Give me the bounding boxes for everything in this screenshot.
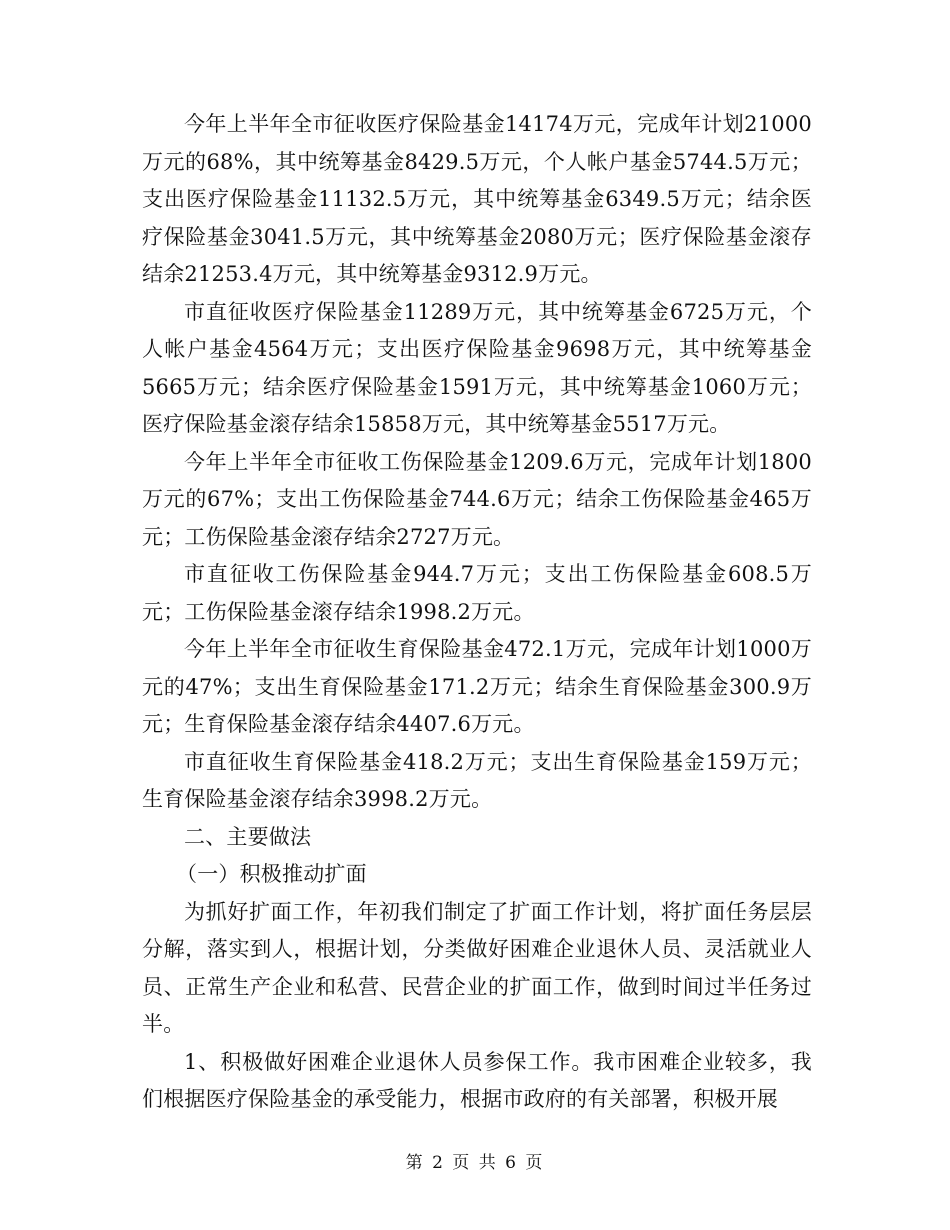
paragraph: 市直征收医疗保险基金11289万元，其中统筹基金6725万元，个人帐户基金4564万元；支出医疗保险基金9698万元，其中统筹基金5665万元；结余医疗保险基金1591万元，其中统筹基金1060万元；医疗保险基金滚存结余15858万元，其中统筹基金5517万元。 [142,299,812,436]
section-heading: 二、主要做法 [184,824,312,849]
paragraph: 市直征收生育保险基金418.2万元；支出生育保险基金159万元；生育保险基金滚存结余3998.2万元。 [142,749,812,811]
paragraph: 市直征收工伤保险基金944.7万元；支出工伤保险基金608.5万元；工伤保险基金滚存结余1998.2万元。 [142,562,812,624]
document-body [142,106,812,1119]
paragraph: 1、积极做好困难企业退休人员参保工作。我市困难企业较多，我们根据医疗保险基金的承受能力，根据市政府的有关部署，积极开展 [142,1049,812,1111]
paragraph: 今年上半年全市征收工伤保险基金1209.6万元，完成年计划1800万元的67%；支出工伤保险基金744.6万元；结余工伤保险基金465万元；工伤保险基金滚存结余2727万元。 [142,449,812,549]
page-number-footer: 第 2 页 共 6 页 [405,1153,545,1173]
paragraph: 今年上半年全市征收生育保险基金472.1万元，完成年计划1000万元的47%；支出生育保险基金171.2万元；结余生育保险基金300.9万元；生育保险基金滚存结余4407.6万元。 [142,637,812,736]
paragraph: 今年上半年全市征收医疗保险基金14174万元，完成年计划21000万元的68%，其中统筹基金8429.5万元，个人帐户基金5744.5万元；支出医疗保险基金11132.5万元，其中统筹基金6349.5万元；结余医疗保险基金3041.5万元，其中统筹基金2080万元；医疗保险基金滚存结余21253.4万元，其中统筹基金9312.9万元。 [142,112,812,286]
paragraph: 为抓好扩面工作，年初我们制定了扩面工作计划，将扩面任务层层分解，落实到人，根据计划，分类做好困难企业退休人员、灵活就业人员、正常生产企业和私营、民营企业的扩面工作，做到时间过半任务过半。 [142,899,812,1036]
subsection-heading: （一）积极推动扩面 [176,862,367,886]
